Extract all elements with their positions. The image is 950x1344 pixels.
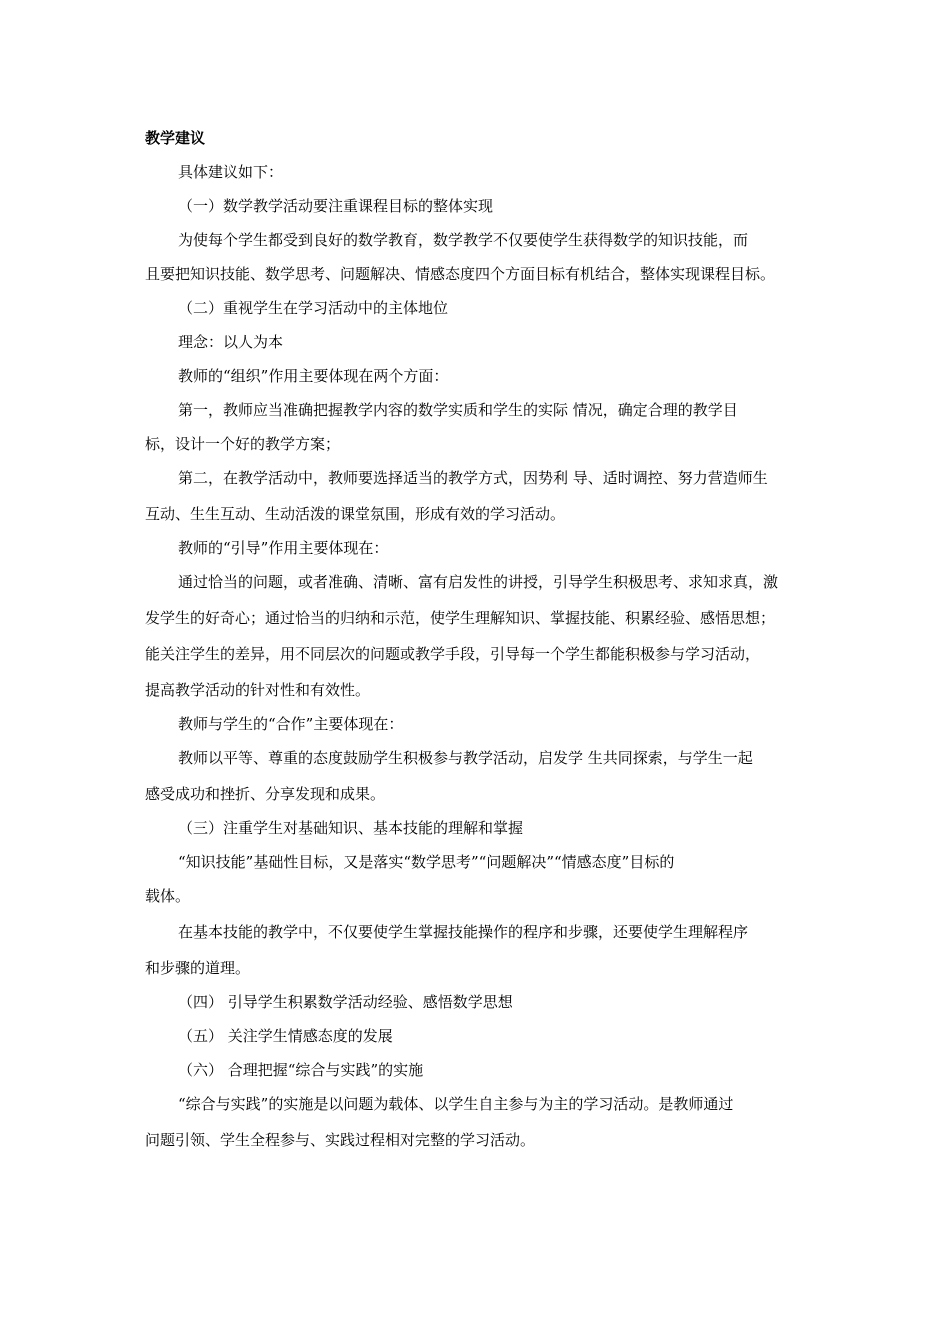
document-title: 教学建议 [145, 129, 206, 147]
paragraph-line: 发学生的好奇心；通过恰当的归纳和示范，使学生理解知识、掌握技能、积累经验、感悟思想； [145, 609, 776, 627]
section-heading-2: （二）重视学生在学习活动中的主体地位 [178, 299, 449, 317]
paragraph-line: 感受成功和挫折、分享发现和成果。 [145, 785, 386, 803]
paragraph-line: 提高教学活动的针对性和有效性。 [145, 681, 371, 699]
paragraph-line: “综合与实践”的实施是以问题为载体、以学生自主参与为主的学习活动。是教师通过 [178, 1095, 734, 1113]
paragraph-line: “知识技能”基础性目标，又是落实“数学思考”“问题解决”“情感态度”目标的 [178, 853, 675, 871]
paragraph-line: 教师的“组织”作用主要体现在两个方面： [178, 367, 449, 385]
paragraph-line: 在基本技能的教学中，不仅要使学生掌握技能操作的程序和步骤，还要使学生理解程序 [178, 923, 749, 941]
paragraph-line: 标，设计一个好的教学方案； [145, 435, 341, 453]
paragraph-line: 通过恰当的问题，或者准确、清晰、富有启发性的讲授，引导学生积极思考、求知求真，激 [178, 573, 779, 591]
paragraph-line: 互动、生生互动、生动活泼的课堂氛围，形成有效的学习活动。 [145, 505, 566, 523]
paragraph-line: 教师以平等、尊重的态度鼓励学生积极参与教学活动，启发学 生共同探索，与学生一起 [178, 749, 753, 767]
paragraph-line: 理念：以人为本 [178, 333, 284, 351]
section-heading-3: （三）注重学生对基础知识、基本技能的理解和掌握 [178, 819, 524, 837]
paragraph-line: 问题引领、学生全程参与、实践过程相对完整的学习活动。 [145, 1131, 536, 1149]
paragraph-line: 和步骤的道理。 [145, 959, 251, 977]
paragraph-line: 第一，教师应当准确把握教学内容的数学实质和学生的实际 情况，确定合理的教学目 [178, 401, 738, 419]
paragraph-line: 具体建议如下： [178, 163, 284, 181]
paragraph-line: 且要把知识技能、数学思考、问题解决、情感态度四个方面目标有机结合，整体实现课程目标。 [145, 265, 776, 283]
paragraph-line: 为使每个学生都受到良好的数学教育，数学教学不仅要使学生获得数学的知识技能，而 [178, 231, 749, 249]
section-heading-5: （五） 关注学生情感态度的发展 [178, 1027, 393, 1045]
section-heading-4: （四） 引导学生积累数学活动经验、感悟数学思想 [178, 993, 513, 1011]
section-heading-1: （一）数学教学活动要注重课程目标的整体实现 [178, 197, 494, 215]
paragraph-line: 教师与学生的“合作”主要体现在： [178, 715, 404, 733]
paragraph-line: 第二，在教学活动中，教师要选择适当的教学方式，因势利 导、适时调控、努力营造师生 [178, 469, 768, 487]
paragraph-line: 载体。 [145, 887, 191, 905]
section-heading-6: （六） 合理把握“综合与实践”的实施 [178, 1061, 424, 1079]
paragraph-line: 能关注学生的差异，用不同层次的问题或教学手段，引导每一个学生都能积极参与学习活动， [145, 645, 761, 663]
paragraph-line: 教师的“引导”作用主要体现在： [178, 539, 389, 557]
